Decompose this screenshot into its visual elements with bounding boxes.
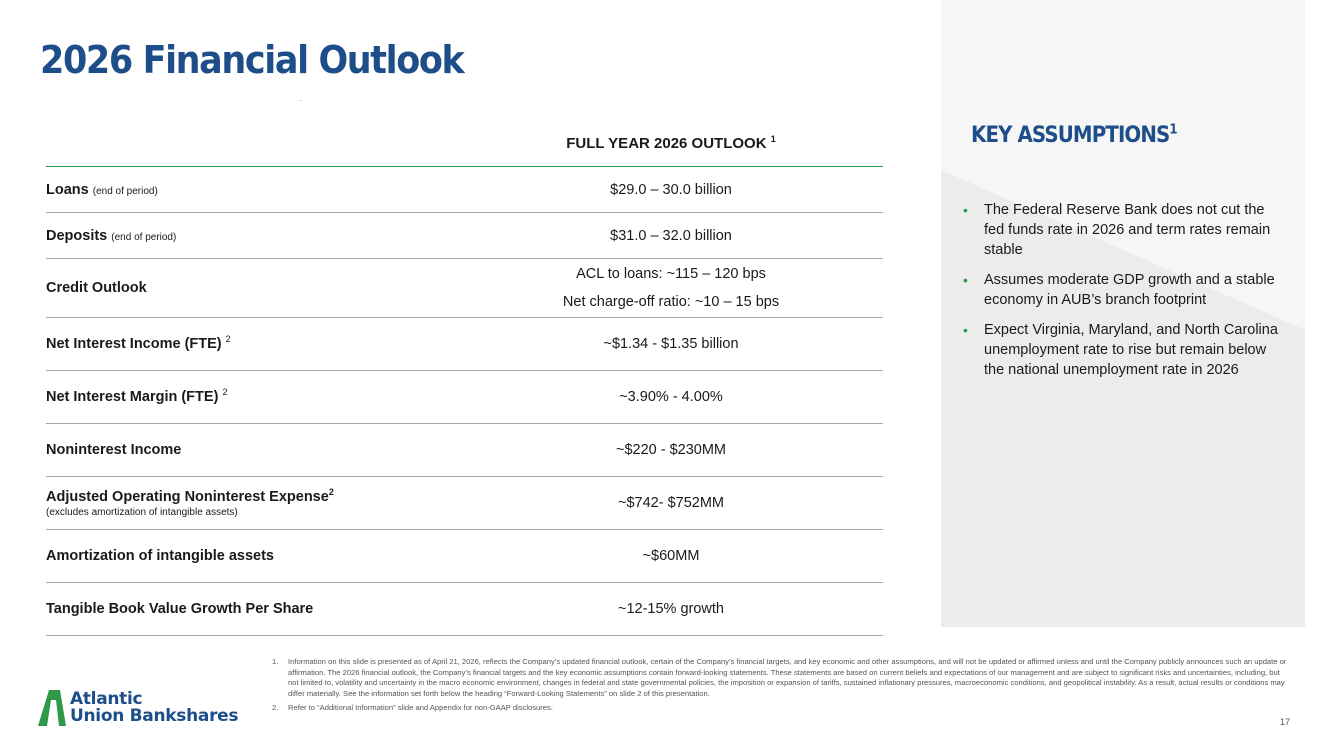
divider-dot: [300, 100, 301, 101]
key-assumptions-panel: [941, 0, 1305, 627]
table-row: [46, 213, 883, 259]
row-label: Deposits (end of period): [46, 227, 177, 244]
row-value: ~$60MM: [642, 548, 700, 564]
row-label: Net Interest Margin (FTE) $^2$: [46, 387, 228, 405]
footnotes: [272, 657, 1287, 718]
list-item: • The Federal Reserve Bank does not cut the fed funds rate in 2026 and term rates remain stable: [963, 202, 1271, 258]
table-row: [46, 530, 883, 583]
bullet-icon: •: [963, 272, 968, 288]
row-label: Adjusted Operating Noninterest Expense$^2$ (excludes amortization of intangible assets): [46, 486, 334, 518]
row-value: ACL to loans: ~115 – 120 bps Net charge-off ratio: ~10 – 15 bps: [562, 266, 780, 310]
table-row: [46, 259, 883, 318]
outlook-table: [46, 120, 883, 636]
row-label: Net Interest Income (FTE) $^2$: [46, 334, 231, 352]
row-label: Loans (end of period): [46, 181, 158, 198]
table-row: [46, 477, 883, 530]
row-value: $31.0 – 32.0 billion: [610, 227, 732, 244]
row-label: Noninterest Income: [46, 442, 182, 458]
row-value: ~12-15% growth: [618, 601, 724, 617]
row-label: Amortization of intangible assets: [46, 548, 274, 564]
row-value: ~$1.34 - $1.35 billion: [603, 336, 739, 352]
table-row: [46, 583, 883, 636]
bullet-icon: •: [963, 322, 968, 338]
key-assumptions-title: KEY ASSUMPTIONS$^1$: [971, 122, 1177, 148]
outlook-header-footnote: 1: [770, 133, 776, 144]
row-value: $29.0 – 30.0 billion: [610, 181, 732, 198]
footnote: 2. Refer to “Additional Information” slide and Appendix for non-GAAP disclosures.: [272, 703, 553, 712]
row-value: ~3.90% - 4.00%: [619, 389, 723, 405]
list-item: • Expect Virginia, Maryland, and North Carolina unemployment rate to rise but remain below the national unemployment rate in 2026: [963, 322, 1278, 378]
row-label: Credit Outlook: [46, 280, 147, 296]
footnote: 1. Information on this slide is presented as of April 21, 2026, reflects the Company’s updated financial outlook, certain of the Company’s financial targets, and key economic and other assumptions, and will not be updated or affirmed unless and until the Company publicly announces such an update or affirmation. The 2026 financial outlook, the Company’s financial targets and the key economic assumptions contain forward-looking statements. These statements are based on current beliefs and expectations of our management and are subject to significant risks and uncertainties, including, but not limited to, volatility and uncertainty in the macro economic environment, changes in federal and state governmental policies, the imposition or expansion of tariffs, sustained inflationary pressures, macroeconomic conditions, and geopolitical instability. As a result, actual results or conditions may differ materially. See the information set forth below the heading “Forward-Looking Statements” on slide 2 of this presentation.: [272, 657, 1287, 698]
table-row: [46, 318, 883, 371]
company-logo: [38, 690, 238, 726]
key-assumptions-list: [963, 200, 1283, 390]
table-row: [46, 371, 883, 424]
table-row: [46, 167, 883, 213]
row-value: ~$742- $752MM: [618, 495, 724, 511]
logo-mark-icon: [38, 690, 66, 726]
outlook-table-header: [46, 120, 883, 167]
page-title: 2026 Financial Outlook: [40, 38, 464, 82]
list-item: • Assumes moderate GDP growth and a stable economy in AUB’s branch footprint: [963, 272, 1275, 308]
outlook-header-text: FULL YEAR 2026 OUTLOOK: [566, 134, 767, 152]
bullet-icon: •: [963, 202, 968, 218]
row-label: Tangible Book Value Growth Per Share: [46, 601, 314, 617]
row-value: ~$220 - $230MM: [615, 442, 727, 458]
outlook-header-cell: [471, 135, 871, 152]
table-row: [46, 424, 883, 477]
logo-text: Atlantic Union Bankshares: [70, 689, 239, 726]
page-number: 17: [1280, 717, 1291, 727]
